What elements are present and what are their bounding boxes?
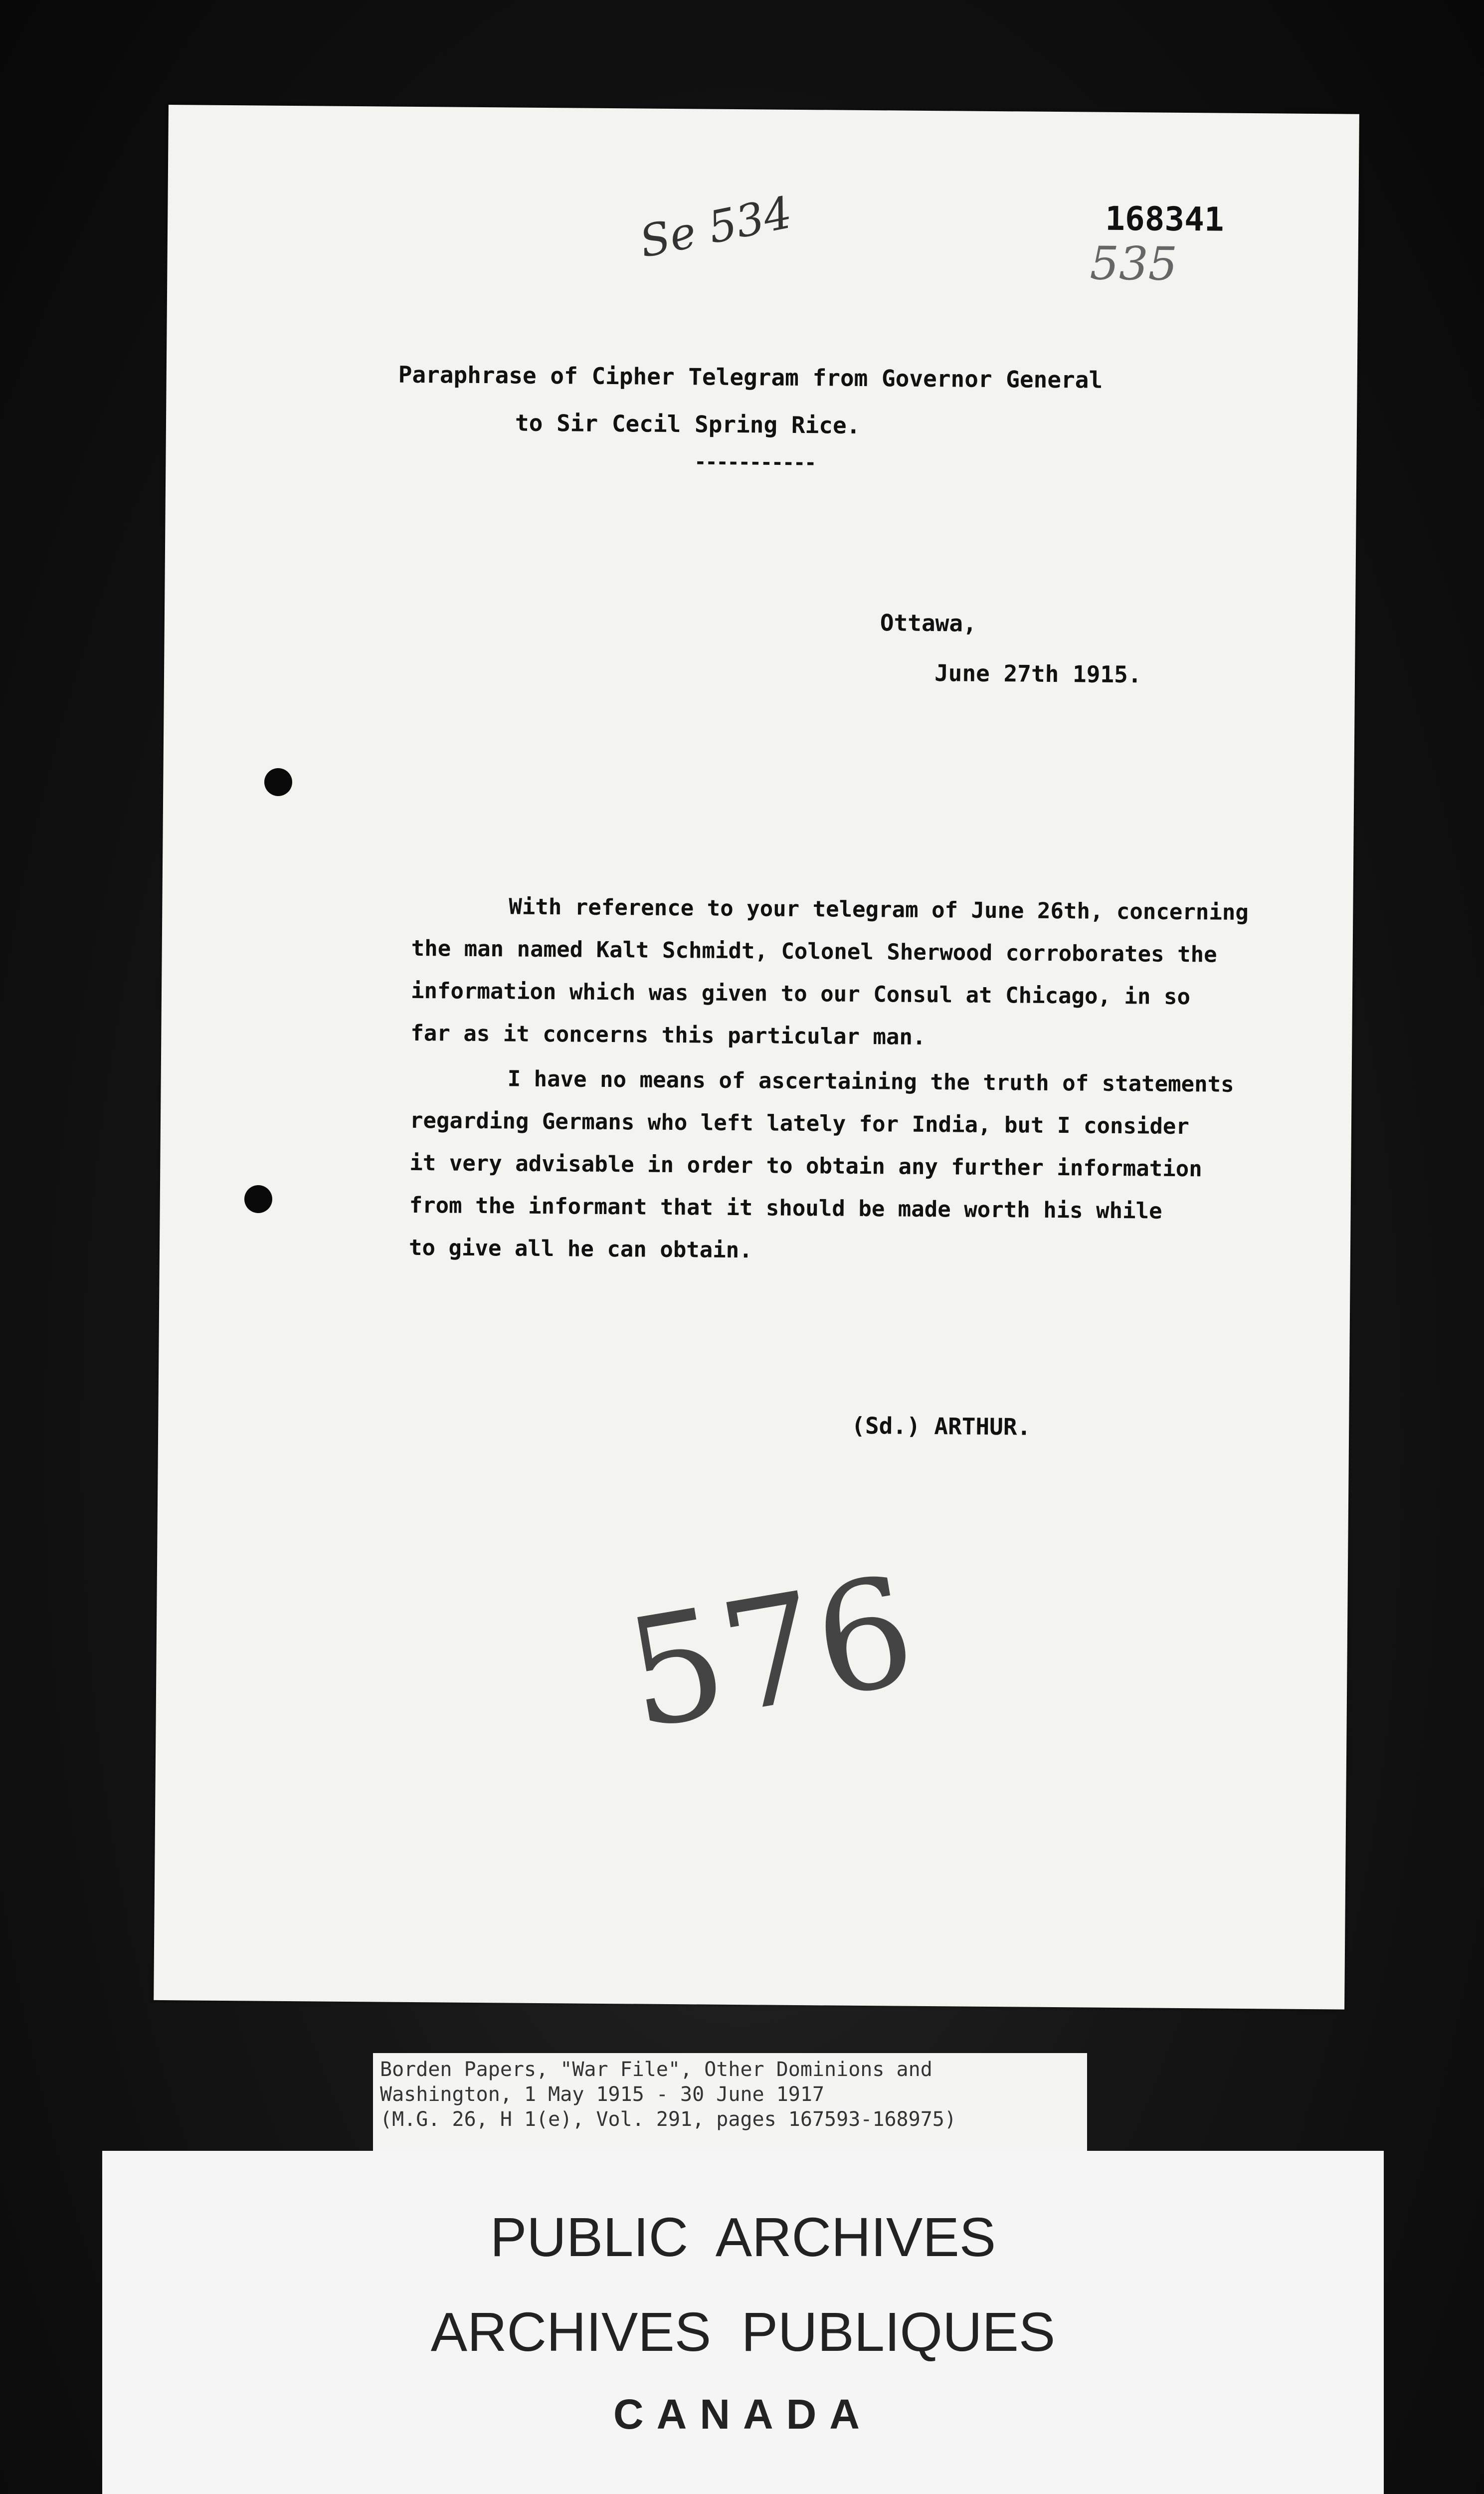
telegram-heading: Paraphrase of Cipher Telegram from Governor General: [398, 361, 1103, 394]
public-archives-card: [102, 2151, 1384, 2494]
telegram-recipient: to Sir Cecil Spring Rice.: [515, 409, 861, 439]
file-number: 168341: [1105, 199, 1224, 239]
body-line: far as it concerns this particular man.: [410, 1020, 926, 1050]
heading-divider: -----------: [694, 450, 816, 475]
signature: (Sd.) ARTHUR.: [851, 1412, 1031, 1441]
body-line: it very advisable in order to obtain any further information: [409, 1150, 1202, 1182]
card-country: CANADA: [613, 2391, 873, 2438]
body-line: information which was given to our Consul at Chicago, in so: [410, 978, 1191, 1010]
place-line: Ottawa,: [880, 609, 977, 637]
handwritten-reference: Se 534: [635, 186, 796, 268]
body-line: With reference to your telegram of June 26th, concerning: [509, 894, 1249, 926]
handwritten-file-number: 535: [1090, 236, 1178, 291]
body-line: from the informant that it should be made worth his while: [409, 1192, 1162, 1224]
handwritten-page-number: 576: [615, 1543, 926, 1763]
punch-hole-top: [264, 768, 292, 796]
label-line: (M.G. 26, H 1(e), Vol. 291, pages 167593-168975): [380, 2108, 956, 2131]
body-line: to give all he can obtain.: [408, 1235, 752, 1263]
card-title-french: ARCHIVES PUBLIQUES: [430, 2301, 1056, 2363]
card-title-english: PUBLIC ARCHIVES: [490, 2207, 996, 2268]
body-line: regarding Germans who left lately for India, but I consider: [409, 1107, 1190, 1140]
body-line: the man named Kalt Schmidt, Colonel Sherwood corroborates the: [411, 935, 1217, 968]
archive-reference-label: [373, 2053, 1087, 2151]
label-line: Borden Papers, "War File", Other Dominions and: [380, 2058, 932, 2081]
telegram-page: [154, 105, 1359, 2010]
body-line: I have no means of ascertaining the truth of statements: [507, 1066, 1234, 1097]
date-line: June 27th 1915.: [934, 659, 1142, 688]
punch-hole-bottom: [244, 1185, 272, 1213]
label-line: Washington, 1 May 1915 - 30 June 1917: [380, 2083, 825, 2106]
